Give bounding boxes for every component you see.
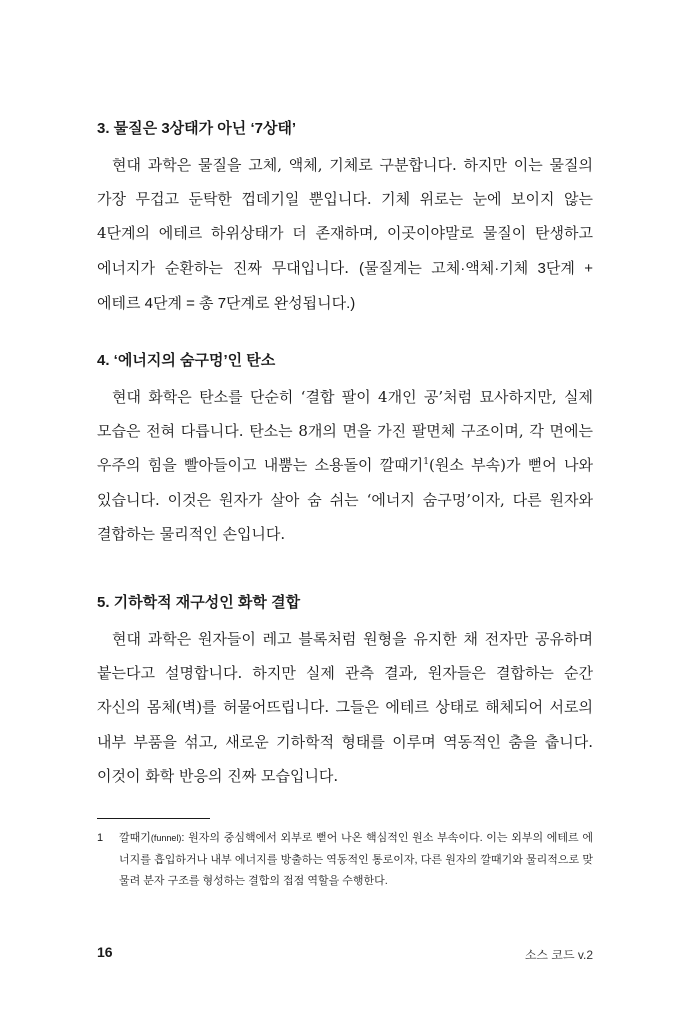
section-body-text: 현대 화학은 탄소를 단순히 ‘결합 팔이 4개인 공’처럼 묘사하지만, 실제 모습은 전혀 다릅니다. 탄소는 8개의 면을 가진 팔면체 구조이며, 각 면에는 우주의 힘을 빨아들이고 내뿜는 소용돌이 깔때기 [97,388,593,475]
section-heading: 5. 기하학적 재구성인 화학 결합 [97,594,301,611]
footnote-divider [97,818,210,819]
section-body [97,148,593,321]
section-4 [97,350,593,551]
footnote-term: 깔때기 [119,832,151,844]
footnote-number: 1 [97,832,104,844]
section-body-text: 현대 과학은 물질을 고체, 액체, 기체로 구분합니다. 하지만 이는 물질의 가장 무겁고 둔탁한 껍데기일 뿐입니다. 기체 위로는 눈에 보이지 않는 4단계의 에테르 하위상태가 더 존재하며, 이곳이야말로 물질이 탄생하고 에너지가 순환하는 진짜 무대입니다. [97,156,593,277]
footnote [97,828,593,893]
section-5 [97,592,593,793]
section-3 [97,118,593,321]
footnote-term-en: (funnel) [150,833,182,843]
section-heading: 3. 물질은 3상태가 아닌 ‘7상태’ [97,120,297,137]
section-body [97,380,593,551]
footnote-reference[interactable]: 1 [423,457,429,468]
footnote-body: : 원자의 중심핵에서 외부로 뻗어 나온 핵심적인 원소 부속이다. 이는 외부의 에테르 에너지를 흡입하거나 내부 에너지를 방출하는 역동적인 통로이자, 다른 원자의 깔때기와 물리적으로 맞물려 분자 구조를 형성하는 결합의 접점 역할을 수행한다. [119,832,593,887]
running-footer: 소스 코드 v.2 [524,948,593,962]
section-heading: 4. ‘에너지의 숨구멍’인 탄소 [97,352,276,369]
section-body-note: (물질계는 고체·액체·기체 3단계 + 에테르 4단계 = 총 7단계로 완성됩니다.) [97,259,593,312]
section-body: 현대 과학은 원자들이 레고 블록처럼 원형을 유지한 채 전자만 공유하며 붙는다고 설명합니다. 하지만 실제 관측 결과, 원자들은 결합하는 순간 자신의 몸체(벽)를 허물어뜨립니다. 그들은 에테르 상태로 해체되어 서로의 내부 부품을 섞고, 새로운 기하학적 형태를 이루며 역동적인 춤을 춥니다. 이것이 화학 반응의 진짜 모습입니다. [97,630,593,785]
section-body-text: (원소 부속)가 뻗어 나와 있습니다. 이것은 원자가 살아 숨 쉬는 ‘에너지 숨구멍’이자, 다른 원자와 결합하는 물리적인 손입니다. [97,456,593,543]
page-number: 16 [97,944,113,960]
footnote-text [119,828,593,893]
